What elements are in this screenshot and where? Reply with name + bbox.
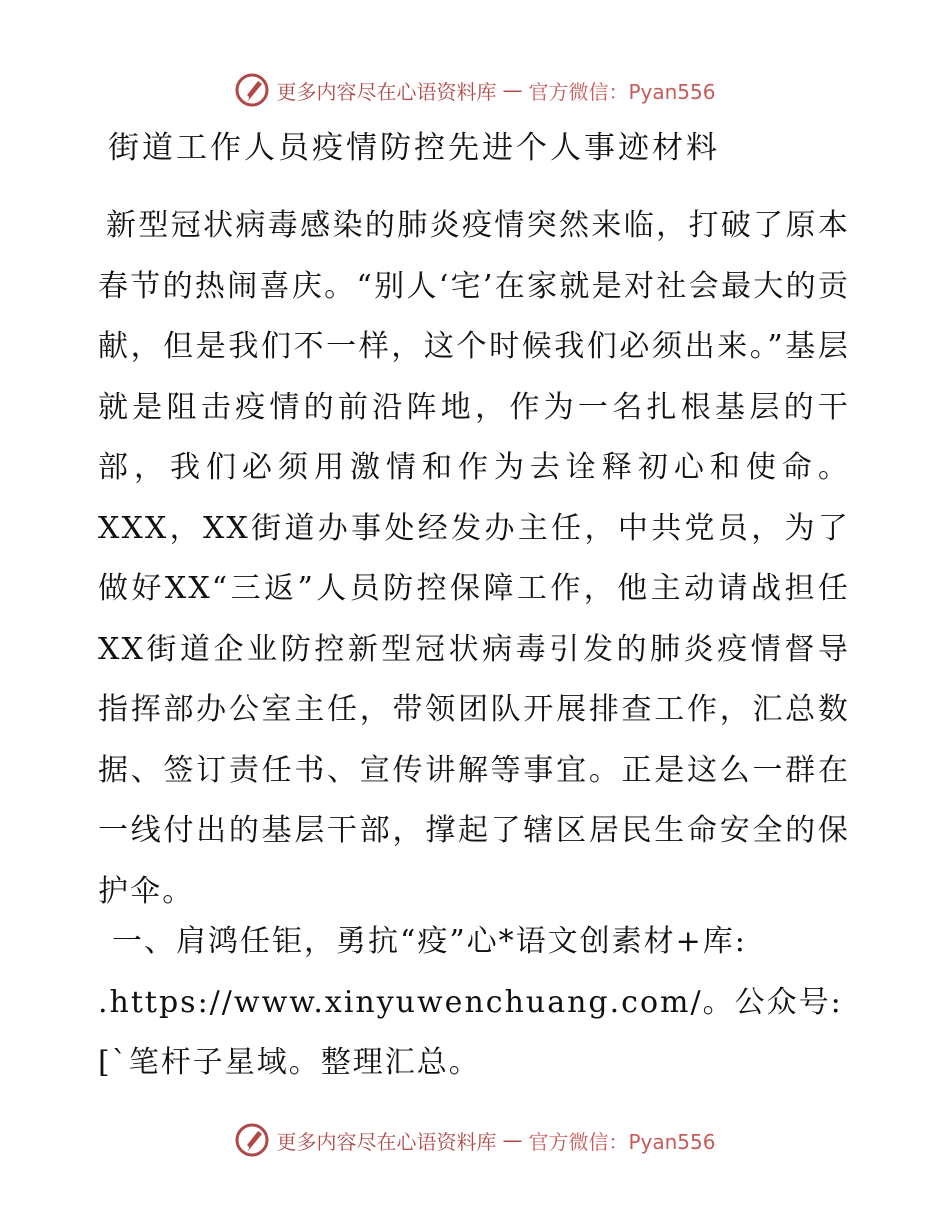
footer-banner: [0, 1118, 950, 1162]
pen-logo-icon: [234, 1122, 270, 1158]
header-banner: [0, 68, 950, 112]
pen-logo-icon: [234, 72, 270, 108]
banner-wechat: 官方微信：Pyan556: [528, 79, 716, 104]
banner-separator: —: [502, 1128, 523, 1152]
banner-text: 更多内容尽在心语资料库: [276, 79, 497, 104]
banner-separator: —: [502, 78, 523, 102]
banner-text: 更多内容尽在心语资料库: [276, 1129, 497, 1154]
section-heading: 一、肩鸿任钜，勇抗“疫”心*语文创素材+库: .https://www.xinyuwenchuang.com/。公众号: [`笔杆子星域。整理汇总。: [98, 924, 843, 1080]
banner-wechat: 官方微信：Pyan556: [528, 1129, 716, 1154]
body-paragraph: 新型冠状病毒感染的肺炎疫情突然来临，打破了原本春节的热闹喜庆。“别人‘宅’在家就是对社会最大的贡献，但是我们不一样，这个时候我们必须出来。”基层就是阻击疫情的前沿阵地，作为一名扎根基层的干部，我们必须用激情和作为去诠释初心和使命。XXX，XX街道办事处经发办主任，中共党员，为了做好XX“三返”人员防控保障工作，他主动请战担任XX街道企业防控新型冠状病毒引发的肺炎疫情督导指挥部办公室主任，带领团队开展排查工作，汇总数据、签订责任书、宣传讲解等事宜。正是这么一群在一线付出的基层干部，撑起了辖区居民生命安全的保护伞。: [98, 208, 850, 909]
document-title: 街道工作人员疫情防控先进个人事迹材料: [108, 130, 720, 166]
